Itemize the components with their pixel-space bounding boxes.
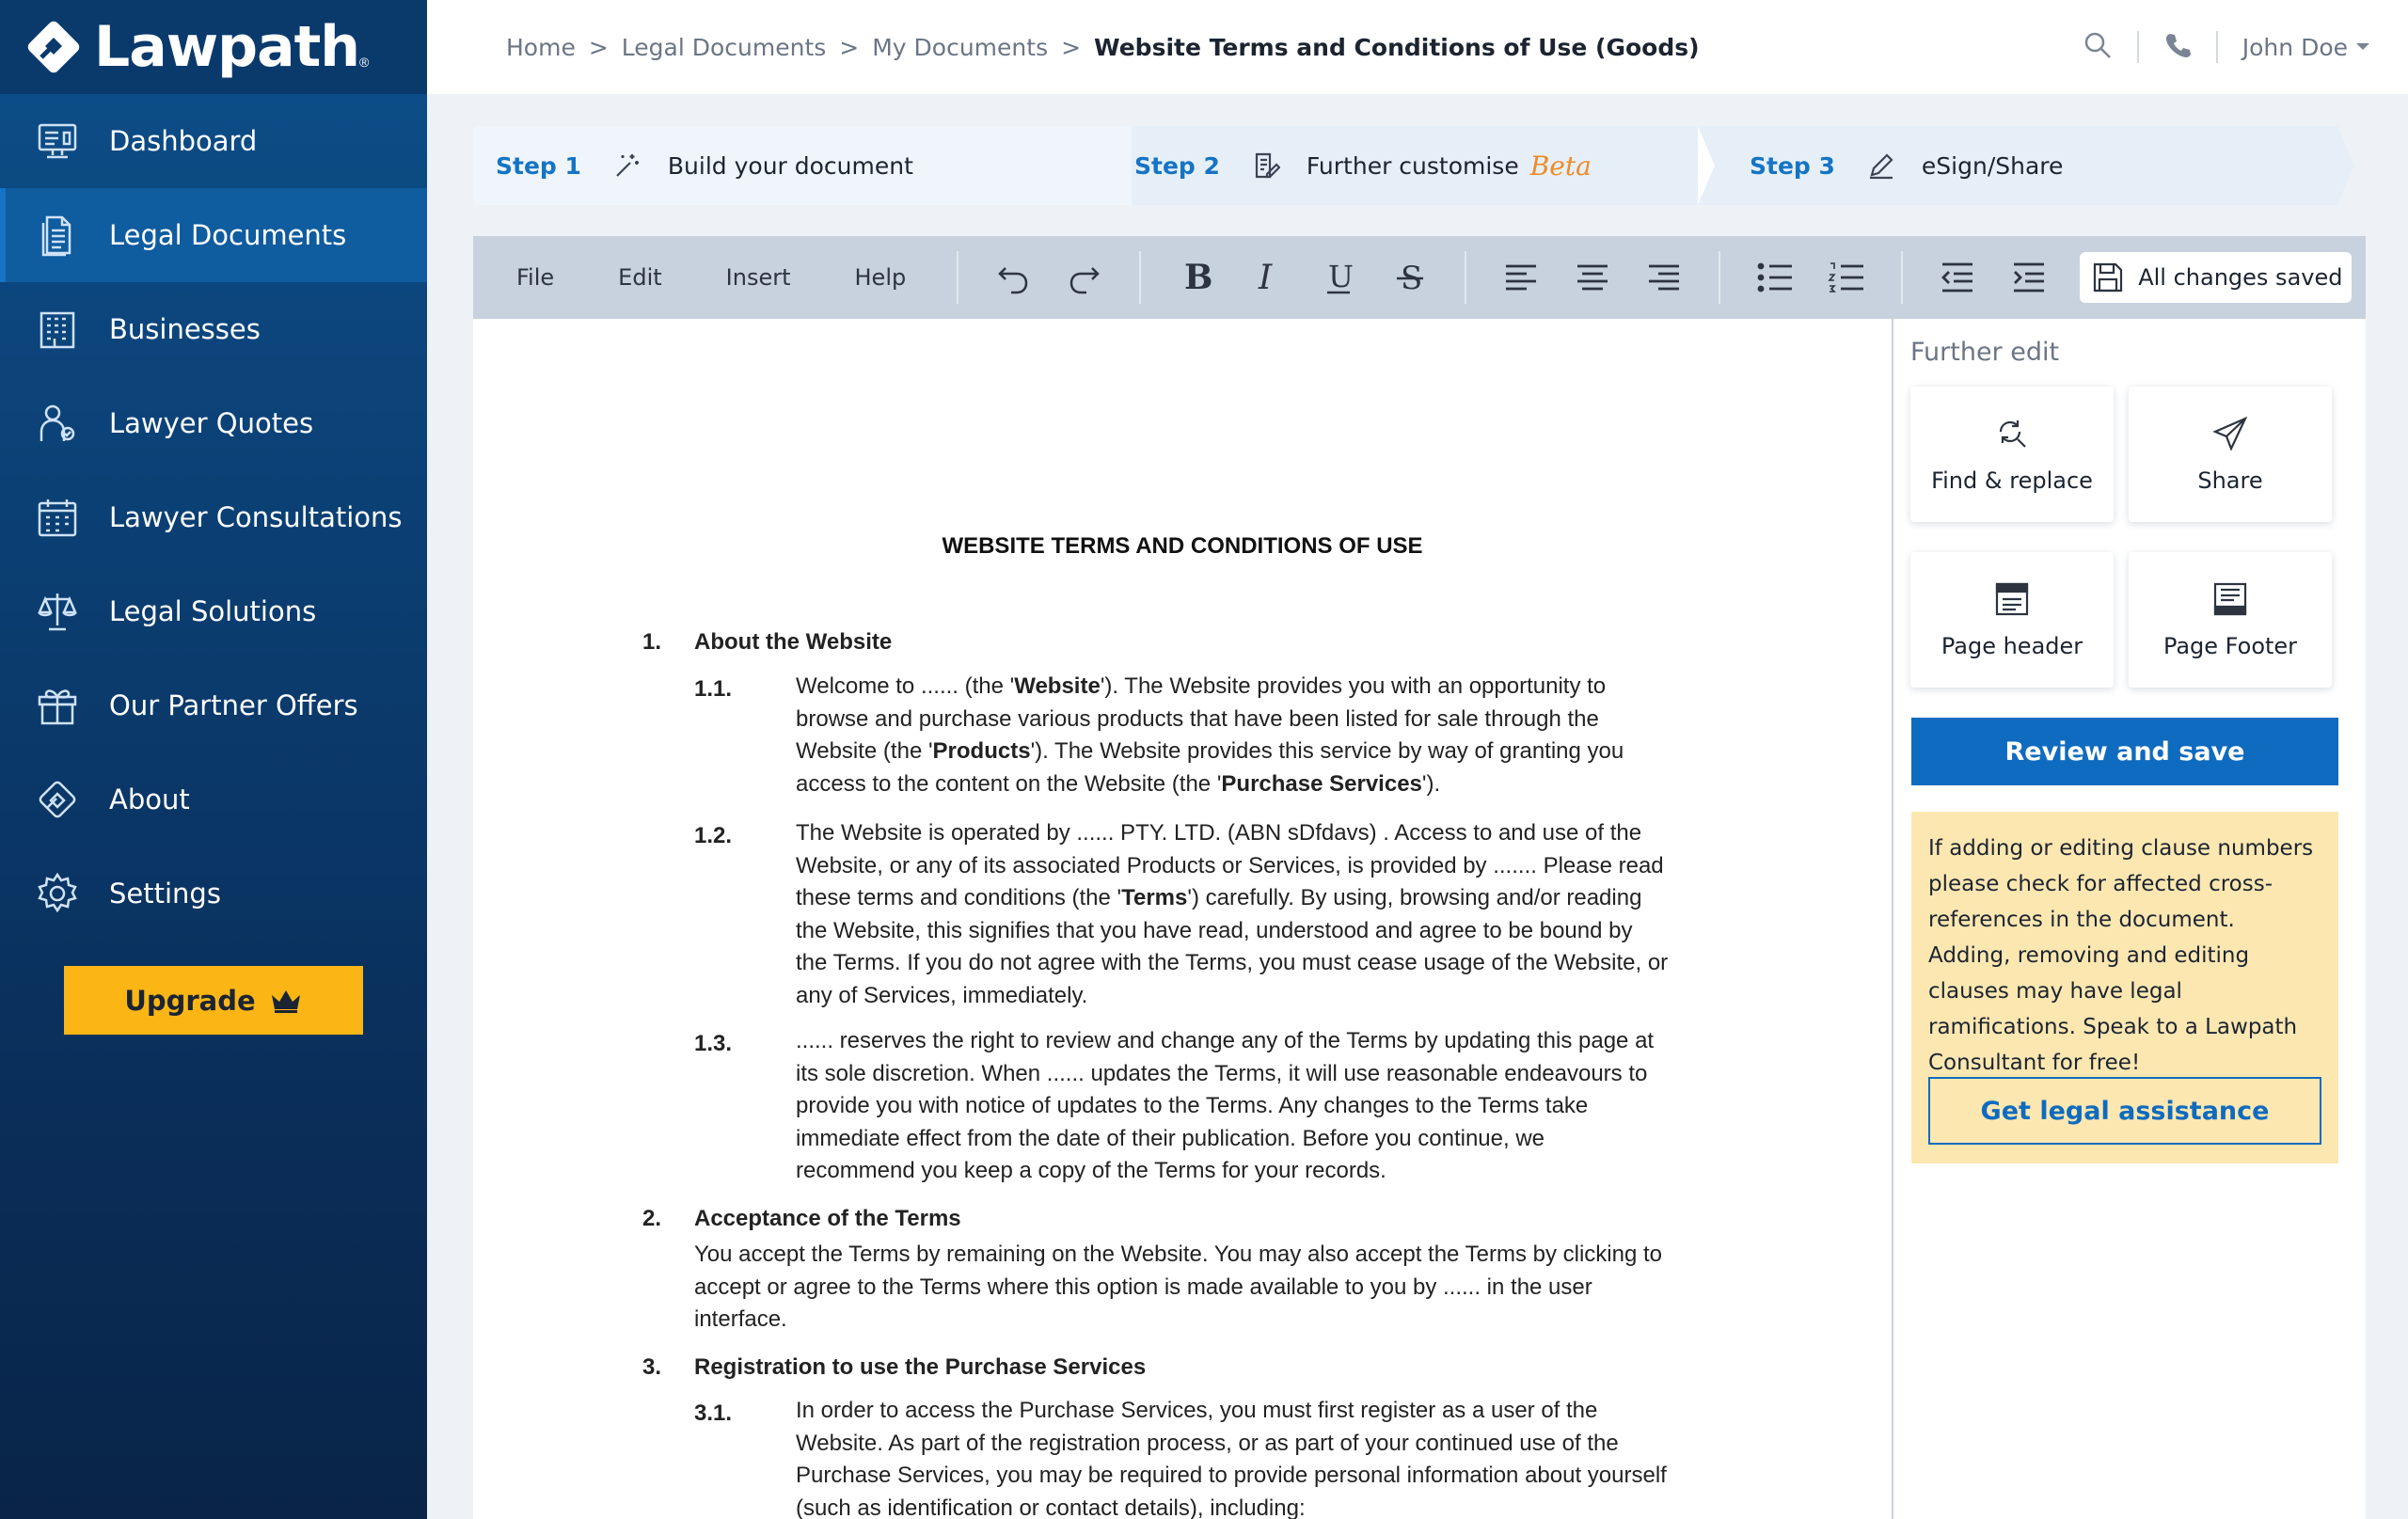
- search-refresh-icon: [1993, 415, 2031, 452]
- section-heading: Registration to use the Purchase Services: [694, 1354, 1147, 1380]
- svg-text:B: B: [1184, 259, 1213, 296]
- further-edit-panel: [1892, 319, 2366, 1519]
- breadcrumb-separator: >: [1061, 33, 1082, 61]
- paper-plane-icon: [2211, 415, 2249, 452]
- toolbar-divider: [1139, 251, 1141, 304]
- toolbar-divider: [957, 251, 958, 304]
- legal-notice: [1911, 812, 2338, 1163]
- sidebar-item-legal-documents[interactable]: [0, 188, 427, 282]
- clause-line: the Website, this signifies that you have read, understood and agree to be bound by: [796, 917, 1633, 943]
- sidebar-item-label: Legal Solutions: [109, 595, 317, 627]
- step-number: Step 2: [1134, 151, 1220, 180]
- save-status-text: All changes saved: [2138, 264, 2343, 291]
- sidebar-item-label: About: [109, 783, 190, 815]
- gift-icon: [34, 682, 81, 729]
- sidebar-item-label: Settings: [109, 878, 221, 910]
- clause-text: [796, 1395, 1667, 1519]
- sidebar-item-legal-solutions[interactable]: [0, 564, 427, 658]
- breadcrumb-my-documents[interactable]: My Documents: [872, 33, 1049, 61]
- editor-toolbar: [473, 236, 2366, 319]
- redo-icon[interactable]: [1057, 250, 1112, 305]
- search-icon[interactable]: [2083, 30, 2113, 65]
- sidebar-item-settings[interactable]: [0, 847, 427, 941]
- clause-line: provide you with notice of updates to the Terms. Any changes to the Terms take: [796, 1093, 1589, 1118]
- underline-icon[interactable]: [1311, 250, 1366, 305]
- building-icon: [34, 306, 81, 353]
- toolbar-divider: [1465, 251, 1466, 304]
- scales-icon: [34, 588, 81, 635]
- step-number: Step 1: [496, 151, 581, 180]
- save-icon: [2091, 261, 2125, 294]
- body-line: You accept the Terms by remaining on the Website. You may also accept the Terms by clicking to: [694, 1242, 1663, 1267]
- get-legal-assistance-button[interactable]: Get legal assistance: [1928, 1077, 2321, 1145]
- clause-line: access to the content on the Website (the 'Purchase Services').: [796, 770, 1441, 797]
- step-label: Build your document: [667, 151, 913, 180]
- clause-line: Website, or any of its associated Products or Services, is provided by ....... Please read: [796, 852, 1664, 878]
- undo-icon[interactable]: [986, 250, 1040, 305]
- bullet-list-icon[interactable]: [1748, 250, 1802, 305]
- clause-line: recommend you keep a copy of the Terms for your records.: [796, 1158, 1386, 1183]
- logo[interactable]: [0, 0, 427, 94]
- body-line: accept or agree to the Terms where this option is made available to you by ...... in the user: [694, 1274, 1592, 1300]
- upgrade-button[interactable]: [64, 966, 363, 1035]
- menu-insert[interactable]: Insert: [725, 264, 791, 291]
- lawyer-icon: [34, 400, 81, 447]
- section-number: 1.: [642, 629, 662, 655]
- menu-file[interactable]: File: [516, 264, 555, 291]
- page-footer-icon: [2211, 580, 2249, 618]
- italic-icon[interactable]: [1240, 250, 1294, 305]
- step-progress: [473, 126, 2354, 205]
- align-left-icon[interactable]: [1494, 250, 1548, 305]
- bold-icon[interactable]: [1168, 250, 1223, 305]
- card-label: Page Footer: [2162, 633, 2298, 659]
- sidebar-item-label: Legal Documents: [109, 219, 347, 251]
- page-header-button[interactable]: [1910, 552, 2114, 688]
- clause-line: immediate effect from the date of their publication. Before you continue, we: [796, 1125, 1545, 1151]
- gear-icon: [34, 870, 81, 917]
- find-replace-button[interactable]: [1910, 387, 2114, 522]
- clause-line: The Website is operated by ...... PTY. LTD. (ABN sDfdavs) . Access to and use of the: [796, 820, 1642, 846]
- divider: [2137, 31, 2139, 63]
- notice-text: If adding or editing clause numbers please check for affected cross-references in the document. Adding, removing and editing clauses may have legal ramifications. Speak to a Lawpath Consultant for free!: [1928, 836, 2314, 1075]
- svg-text:I: I: [1259, 259, 1273, 296]
- breadcrumb: [427, 34, 1700, 61]
- card-label: Share: [2197, 467, 2263, 494]
- step-label: Further customise: [1306, 151, 1519, 180]
- clause-line: Website. As part of the registration process, or as part of your continued use of the: [796, 1430, 1619, 1456]
- clause-line: its sole discretion. When ...... updates the Terms, it will use reasonable endeavours to: [796, 1060, 1648, 1086]
- breadcrumb-home[interactable]: Home: [506, 33, 576, 61]
- menu-edit[interactable]: Edit: [618, 264, 662, 291]
- toolbar-divider: [1719, 251, 1720, 304]
- about-icon: [34, 776, 81, 823]
- card-label: Page header: [1941, 633, 2083, 659]
- sidebar-item-dashboard[interactable]: [0, 94, 427, 188]
- edit-document-icon: [1252, 151, 1280, 180]
- defined-term: Website: [1014, 673, 1101, 699]
- logo-text: Lawpath: [94, 14, 359, 80]
- clause-line: Purchase Services, you may be required to provide personal information about yourself: [796, 1463, 1667, 1488]
- strikethrough-icon[interactable]: [1383, 250, 1437, 305]
- clause-line: the Terms. If you do not agree with the Terms, you must cease usage of the Website, or: [796, 950, 1669, 975]
- breadcrumb-separator: >: [588, 33, 609, 61]
- clause-number: 1.1.: [694, 676, 733, 702]
- review-and-save-button[interactable]: Review and save: [1911, 718, 2338, 785]
- step-number: Step 3: [1750, 151, 1835, 180]
- share-button[interactable]: [2129, 387, 2332, 522]
- clause-line: browse and purchase various products that have been listed for sale through the: [796, 705, 1599, 732]
- defined-term: Purchase Services: [1221, 770, 1422, 797]
- section-number: 2.: [642, 1206, 662, 1231]
- sidebar-item-label: Businesses: [109, 313, 261, 345]
- sidebar-nav: [0, 94, 427, 941]
- sidebar-item-label: Dashboard: [109, 125, 258, 157]
- header-actions: [2083, 0, 2370, 94]
- top-header: [427, 0, 2408, 94]
- defined-term: Products: [932, 738, 1031, 764]
- card-label: Find & replace: [1931, 467, 2093, 494]
- align-center-icon[interactable]: [1565, 250, 1620, 305]
- breadcrumb-separator: >: [839, 33, 860, 61]
- clause-text: [796, 817, 1668, 1012]
- user-menu[interactable]: [2242, 34, 2370, 61]
- sidebar-item-label: Lawyer Consultations: [109, 501, 403, 533]
- step-1[interactable]: [496, 126, 913, 205]
- step-2[interactable]: [1134, 126, 1592, 205]
- clause-line: In order to access the Purchase Services, you must first register as a user of the: [796, 1398, 1598, 1423]
- upgrade-label: Upgrade: [124, 984, 256, 1017]
- chevron-down-icon: [2355, 42, 2370, 52]
- svg-text:U: U: [1328, 259, 1354, 294]
- sidebar-item-businesses[interactable]: [0, 282, 427, 376]
- clause-line: (such as identification or contact details), including:: [796, 1495, 1306, 1519]
- numbered-list-icon[interactable]: [1819, 250, 1874, 305]
- indent-icon[interactable]: [2002, 250, 2056, 305]
- section-number: 3.: [642, 1354, 662, 1380]
- step-label: eSign/Share: [1921, 151, 2064, 180]
- breadcrumb-legal-documents[interactable]: Legal Documents: [621, 33, 827, 61]
- clause-text: [796, 1025, 1654, 1188]
- clause-number: 1.2.: [694, 823, 733, 848]
- save-status: [2080, 252, 2352, 303]
- clause-line: any of Services, immediately.: [796, 982, 1088, 1008]
- section-heading: Acceptance of the Terms: [694, 1206, 961, 1231]
- clause-number: 1.3.: [694, 1031, 733, 1056]
- clause-line: Website (the 'Products'). The Website provides this service by way of granting you: [796, 738, 1624, 764]
- user-name: John Doe: [2242, 33, 2348, 61]
- pen-icon: [1867, 151, 1895, 180]
- body-line: interface.: [694, 1306, 787, 1332]
- document-title: WEBSITE TERMS AND CONDITIONS OF USE: [942, 533, 1423, 559]
- align-right-icon[interactable]: [1637, 250, 1691, 305]
- document-icon: [34, 212, 81, 259]
- outdent-icon[interactable]: [1930, 250, 1985, 305]
- sidebar-item-partner-offers[interactable]: [0, 658, 427, 752]
- svg-text:S: S: [1401, 260, 1423, 296]
- magic-wand-icon: [613, 151, 642, 180]
- clause-line: these terms and conditions (the 'Terms') carefully. By using, browsing and/or reading: [796, 885, 1642, 910]
- logo-trademark: ®: [358, 55, 370, 70]
- page-header-icon: [1993, 580, 2031, 618]
- clause-number: 3.1.: [694, 1400, 733, 1426]
- clause-text: [796, 671, 1624, 800]
- step-3[interactable]: [1750, 126, 2063, 205]
- beta-badge: Beta: [1529, 150, 1592, 182]
- sidebar-item-about[interactable]: [0, 752, 427, 847]
- sidebar-item-lawyer-consultations[interactable]: [0, 470, 427, 564]
- menu-help[interactable]: Help: [854, 264, 907, 291]
- defined-term: Terms: [1121, 885, 1188, 910]
- sidebar-item-label: Lawyer Quotes: [109, 407, 314, 439]
- document-editor[interactable]: [473, 319, 1892, 1519]
- toolbar-divider: [1901, 251, 1903, 304]
- breadcrumb-current: Website Terms and Conditions of Use (Goods): [1094, 33, 1700, 61]
- page-footer-button[interactable]: [2129, 552, 2332, 688]
- sidebar-item-lawyer-quotes[interactable]: [0, 376, 427, 470]
- sidebar-item-label: Our Partner Offers: [109, 689, 358, 721]
- clause-line: ...... reserves the right to review and change any of the Terms by updating this page at: [796, 1028, 1655, 1053]
- sidebar: [0, 0, 427, 1519]
- crown-icon: [269, 988, 303, 1014]
- lawpath-logo-icon: [24, 18, 83, 76]
- section-body: [694, 1239, 1662, 1337]
- dashboard-icon: [34, 118, 81, 165]
- calendar-icon: [34, 494, 81, 541]
- phone-icon[interactable]: [2163, 31, 2192, 64]
- panel-title: Further edit: [1910, 338, 2060, 367]
- clause-line: Welcome to ...... (the 'Website'). The Website provides you with an opportunity to: [796, 673, 1607, 699]
- divider: [2216, 31, 2218, 63]
- section-heading: About the Website: [694, 629, 893, 655]
